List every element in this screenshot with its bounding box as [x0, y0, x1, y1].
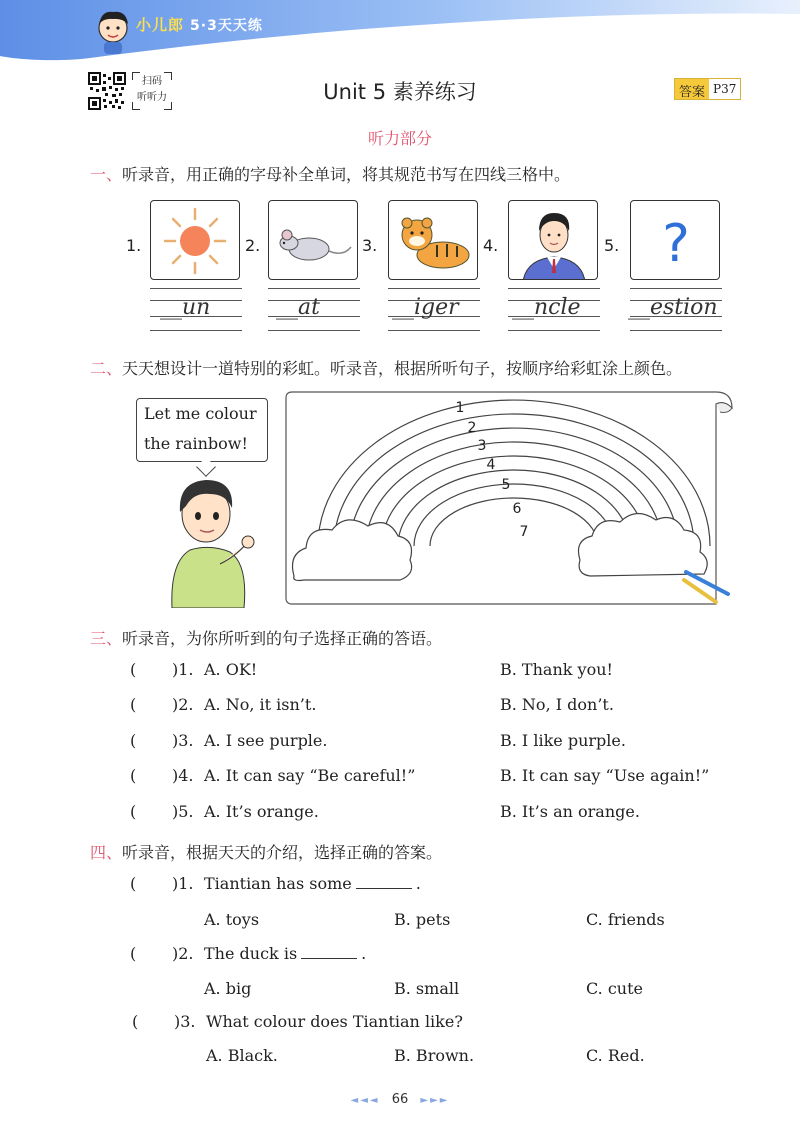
item-5-number: 5.	[604, 236, 620, 255]
prev-arrows-icon: ◄◄◄	[350, 1095, 380, 1106]
rat-picture	[268, 200, 358, 280]
option-a[interactable]: A. Black.	[206, 1046, 278, 1065]
section-4-number: 四、	[90, 843, 123, 862]
bubble-line-2: the rainbow!	[144, 434, 248, 453]
series-name: 5·3天天练	[190, 18, 263, 34]
arc-number-3: 3	[477, 438, 487, 454]
scan-line-1: 扫码	[142, 76, 162, 87]
section-3-instruction: 听录音，为你所听到的句子选择正确的答语。	[122, 629, 443, 648]
option-b[interactable]: B. Thank you!	[500, 660, 613, 679]
tiger-icon	[389, 201, 478, 280]
sun-icon	[151, 201, 240, 280]
next-arrows-icon: ►►►	[420, 1095, 450, 1106]
answer-paren-open[interactable]: (	[130, 766, 137, 785]
option-a[interactable]: A. toys	[204, 910, 260, 929]
option-a[interactable]: A. I see purple.	[204, 731, 328, 750]
option-c[interactable]: C. cute	[586, 979, 644, 998]
option-b[interactable]: B. pets	[394, 910, 451, 929]
brand	[136, 14, 263, 35]
question-mark-icon	[631, 201, 720, 280]
arc-number-5: 5	[501, 477, 511, 493]
question-stem: The duck is .	[204, 944, 367, 963]
answer-paren-open[interactable]: (	[130, 874, 137, 893]
option-c[interactable]: C. Red.	[586, 1046, 645, 1065]
boy-character-icon	[160, 472, 260, 608]
question-number: )4.	[172, 766, 194, 785]
tiger-picture	[388, 200, 478, 280]
section-2-heading	[90, 356, 682, 379]
page-number: 66	[391, 1092, 409, 1107]
option-a[interactable]: A. No, it isn’t.	[204, 695, 317, 714]
question-picture	[630, 200, 720, 280]
s3-question-1	[0, 660, 800, 686]
word-blank-4[interactable]: __ncle	[512, 295, 581, 320]
scan-line-2: 听听力	[137, 92, 167, 103]
option-b[interactable]: B. Brown.	[394, 1046, 475, 1065]
item-4-number: 4.	[483, 236, 499, 255]
answer-paren-open[interactable]: (	[132, 1012, 139, 1031]
question-number: )1.	[172, 660, 194, 679]
mascot-icon	[92, 6, 134, 56]
option-a[interactable]: A. It’s orange.	[204, 802, 319, 821]
option-a[interactable]: A. big	[204, 979, 252, 998]
uncle-icon	[509, 201, 598, 280]
arc-number-6: 6	[512, 501, 522, 517]
answer-paren-open[interactable]: (	[130, 660, 137, 679]
s3-question-2	[0, 695, 800, 721]
section-3-number: 三、	[90, 629, 123, 648]
answer-paren-open[interactable]: (	[130, 944, 137, 963]
question-number: )3.	[174, 1012, 196, 1031]
section-1-instruction: 听录音，用正确的字母补全单词，将其规范书写在四线三格中。	[122, 165, 571, 184]
option-b[interactable]: B. It can say “Use again!”	[500, 766, 710, 785]
section-1-number: 一、	[90, 165, 123, 184]
word-blank-1[interactable]: __un	[160, 295, 211, 320]
speech-bubble	[136, 398, 268, 462]
question-stem: Tiantian has some .	[204, 874, 421, 893]
word-blank-3[interactable]: __iger	[392, 295, 459, 320]
rat-icon	[269, 201, 358, 280]
uncle-picture	[508, 200, 598, 280]
option-a[interactable]: A. It can say “Be careful!”	[204, 766, 416, 785]
arc-number-1: 1	[455, 400, 465, 416]
page-title: Unit 5 素养练习	[323, 80, 477, 104]
item-1-number: 1.	[126, 236, 142, 255]
arc-number-2: 2	[467, 420, 477, 436]
section-4-instruction: 听录音，根据天天的介绍，选择正确的答案。	[122, 843, 443, 862]
section-subtitle: 听力部分	[367, 129, 432, 148]
question-number: )5.	[172, 802, 194, 821]
section-2-instruction: 天天想设计一道特别的彩虹。听录音，根据所听句子，按顺序给彩虹涂上颜色。	[122, 359, 683, 378]
s3-question-4	[0, 766, 800, 792]
option-c[interactable]: C. friends	[586, 910, 665, 929]
item-2-number: 2.	[245, 236, 261, 255]
section-1-heading	[90, 162, 570, 185]
section-2-number: 二、	[90, 359, 123, 378]
section-4-heading	[90, 840, 442, 863]
question-number: )3.	[172, 731, 194, 750]
arc-number-4: 4	[486, 457, 496, 473]
svg-text:?: ?	[662, 214, 690, 274]
brand-name: 小儿郎	[136, 16, 185, 34]
bubble-line-1: Let me colour	[144, 404, 257, 423]
answer-page: P37	[709, 79, 740, 99]
sun-picture	[150, 200, 240, 280]
option-b[interactable]: B. No, I don’t.	[500, 695, 614, 714]
answer-paren-open[interactable]: (	[130, 731, 137, 750]
fill-blank[interactable]	[356, 875, 412, 889]
answer-reference	[674, 78, 741, 100]
question-number: )1.	[172, 874, 194, 893]
word-blank-2[interactable]: __at	[276, 295, 320, 320]
answer-paren-open[interactable]: (	[130, 695, 137, 714]
section-3-heading	[90, 626, 442, 649]
option-b[interactable]: B. It’s an orange.	[500, 802, 640, 821]
s3-question-5	[0, 802, 800, 828]
item-3-number: 3.	[362, 236, 378, 255]
option-b[interactable]: B. I like purple.	[500, 731, 626, 750]
question-number: )2.	[172, 695, 194, 714]
option-b[interactable]: B. small	[394, 979, 460, 998]
option-a[interactable]: A. OK!	[204, 660, 258, 679]
question-number: )2.	[172, 944, 194, 963]
arc-number-7: 7	[519, 524, 529, 540]
s3-question-3	[0, 731, 800, 757]
question-stem: What colour does Tiantian like?	[206, 1012, 463, 1031]
fill-blank[interactable]	[301, 945, 357, 959]
answer-paren-open[interactable]: (	[130, 802, 137, 821]
page-footer	[0, 1092, 800, 1107]
rainbow-drawing[interactable]	[284, 390, 734, 608]
answer-label: 答案	[675, 79, 709, 99]
word-blank-5[interactable]: __estion	[628, 295, 718, 320]
